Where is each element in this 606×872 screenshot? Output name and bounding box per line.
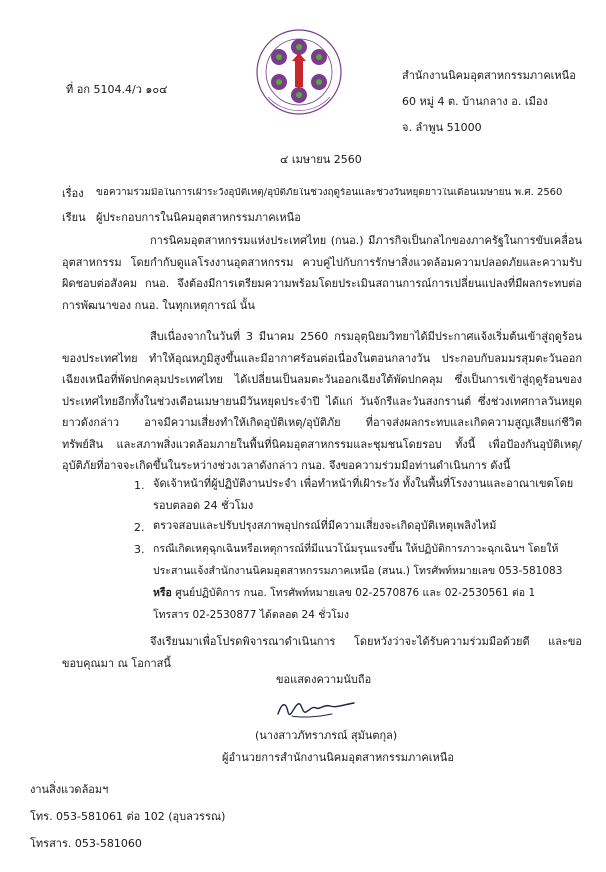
to-text: ผู้ประกอบการในนิคมอุตสาหกรรมภาคเหนือ [96,211,301,224]
address-line-2: 60 หมู่ 4 ต. บ้านกลาง อ. เมือง [402,95,548,108]
item-2-text: ตรวจสอบและปรับปรุงสภาพอุปกรณ์ที่มีความเสี่ยงจะเกิดอุบัติเหตุเพลิงไหม้ [153,519,497,532]
subject-text: ขอความร่วมมือในการเฝ้าระวังอุบัติเหตุ/อุบัติภัยในช่วงฤดูร้อนและช่วงวันหยุดยาวในเดือนเมษายน พ.ศ. 2560 [96,188,563,198]
footer-phone: โทร. 053-581061 ต่อ 102 (อุบลวรรณ) [30,810,226,823]
to-label: เรียน [62,211,86,224]
item-3-line-4: โทรสาร 02-2530877 ได้ตลอด 24 ชั่วโมง [153,609,349,621]
signatory-position: ผู้อำนวยการสำนักงานนิคมอุตสาหกรรมภาคเหนือ [222,751,454,764]
footer-department: งานสิ่งแวดล้อมฯ [30,783,109,796]
item-3-line-1: กรณีเกิดเหตุฉุกเฉินหรือเหตุการณ์ที่มีแนวโน้มรุนแรงขึ้น ให้ปฏิบัติการภาวะฉุกเฉินฯ โดยให้ [153,543,559,555]
closing-paragraph: จึงเรียนมาเพื่อโปรดพิจารณาดำเนินการ โดยหวังว่าจะได้รับความร่วมมือด้วยดี และขอขอบคุณมา ณ โอกาสนี้ [62,635,582,670]
ieat-logo [254,27,344,117]
reference-number: ที่ อก 5104.4/ว ๑๐๔ [66,83,168,96]
item-3-line-3-text: ศูนย์ปฏิบัติการ กนอ. โทรศัพท์หมายเลข 02-2570876 และ 02-2530561 ต่อ 1 [175,587,536,599]
footer-fax: โทรสาร. 053-581060 [30,837,142,850]
item-1-text: จัดเจ้าหน้าที่ผู้ปฏิบัติงานประจำ เพื่อทำหน้าที่เฝ้าระวัง ทั้งในพื้นที่โรงงานและอาณาเขตโดยรอบตลอด 24 ชั่วโมง [153,477,574,512]
address-line-1: สำนักงานนิคมอุตสาหกรรมภาคเหนือ [402,69,576,82]
signatory-name: (นางสาวภัทราภรณ์ สุมันตกุล) [255,729,398,742]
closing-salutation: ขอแสดงความนับถือ [276,673,372,686]
subject-label: เรื่อง [62,187,84,200]
item-3-line-3 [153,588,535,599]
paragraph-context: สืบเนื่องจากในวันที่ 3 มีนาคม 2560 กรมอุตุนิยมวิทยาได้มีประกาศแจ้งเริ่มต้นเข้าสู่ฤดูร้อนของประเทศไทย ทำให้อุณหภูมิสูงขึ้นและมีอากาศร้อนต่อเนื่องในตอนกลางวัน ประกอบกับลมมรสุมตะวันออกเฉียงเหนือที่พัดปกคลุมประเทศไทย ได้เปลี่ยนเป็นลมตะวันออกเฉียงใต้พัดปกคลุม ซึ่งเป็นการเข้าสู่ฤดูร้อนของประเทศไทยอีกทั้งในช่วงเดือนเมษายนมีวันหยุดประจำปี ได้แก่ วันจักรีและวันสงกรานต์ ซึ่งช่วงเทศกาลวันหยุดยาวดังกล่าว อาจมีความเสี่ยงทำให้เกิดอุบัติเหตุ/อุบัติภัย ที่อาจส่งผลกระทบและเกิดความสูญเสียแก่ชีวิต ทรัพย์สิน และสภาพสิ่งแวดล้อมภายในพื้นที่นิคมอุตสาหกรรมและชุมชนโดยรอบ ทั้งนี้ เพื่อป้องกันอุบัติเหตุ/อุบัติภัยที่อาจจะเกิดขึ้นในระหว่างช่วงเวลาดังกล่าว กนอ. จึงขอความร่วมมือท่านดำเนินการ ดังนี้ [62,330,582,472]
item-2-number: 2. [134,521,145,534]
handwritten-signature [272,696,362,722]
address-line-3: จ. ลำพูน 51000 [402,121,482,134]
item-3-line-2: ประสานแจ้งสำนักงานนิคมอุตสาหกรรมภาคเหนือ (สนน.) โทรศัพท์หมายเลข 053-581083 [153,565,563,577]
letter-date: ๔ เมษายน 2560 [280,153,362,166]
item-1-number: 1. [134,479,145,492]
paragraph-intro: การนิคมอุตสาหกรรมแห่งประเทศไทย (กนอ.) มีภารกิจเป็นกลไกของภาครัฐในการขับเคลื่อนอุตสาหกรรม โดยกำกับดูแลโรงงานอุตสาหกรรม ควบคู่ไปกับการรักษาสิ่งแวดล้อมความปลอดภัยและความรับผิดชอบต่อสังคม กนอ. จึงต้องมีการเตรียมความพร้อมโดยประเมินสถานการณ์การเปลี่ยนแปลงที่มีผลกระทบต่อการพัฒนาของ กนอ. ในทุกเหตุการณ์ นั้น [62,234,582,312]
item-3-bold-or: หรือ [153,587,172,599]
item-3-number: 3. [134,543,145,556]
